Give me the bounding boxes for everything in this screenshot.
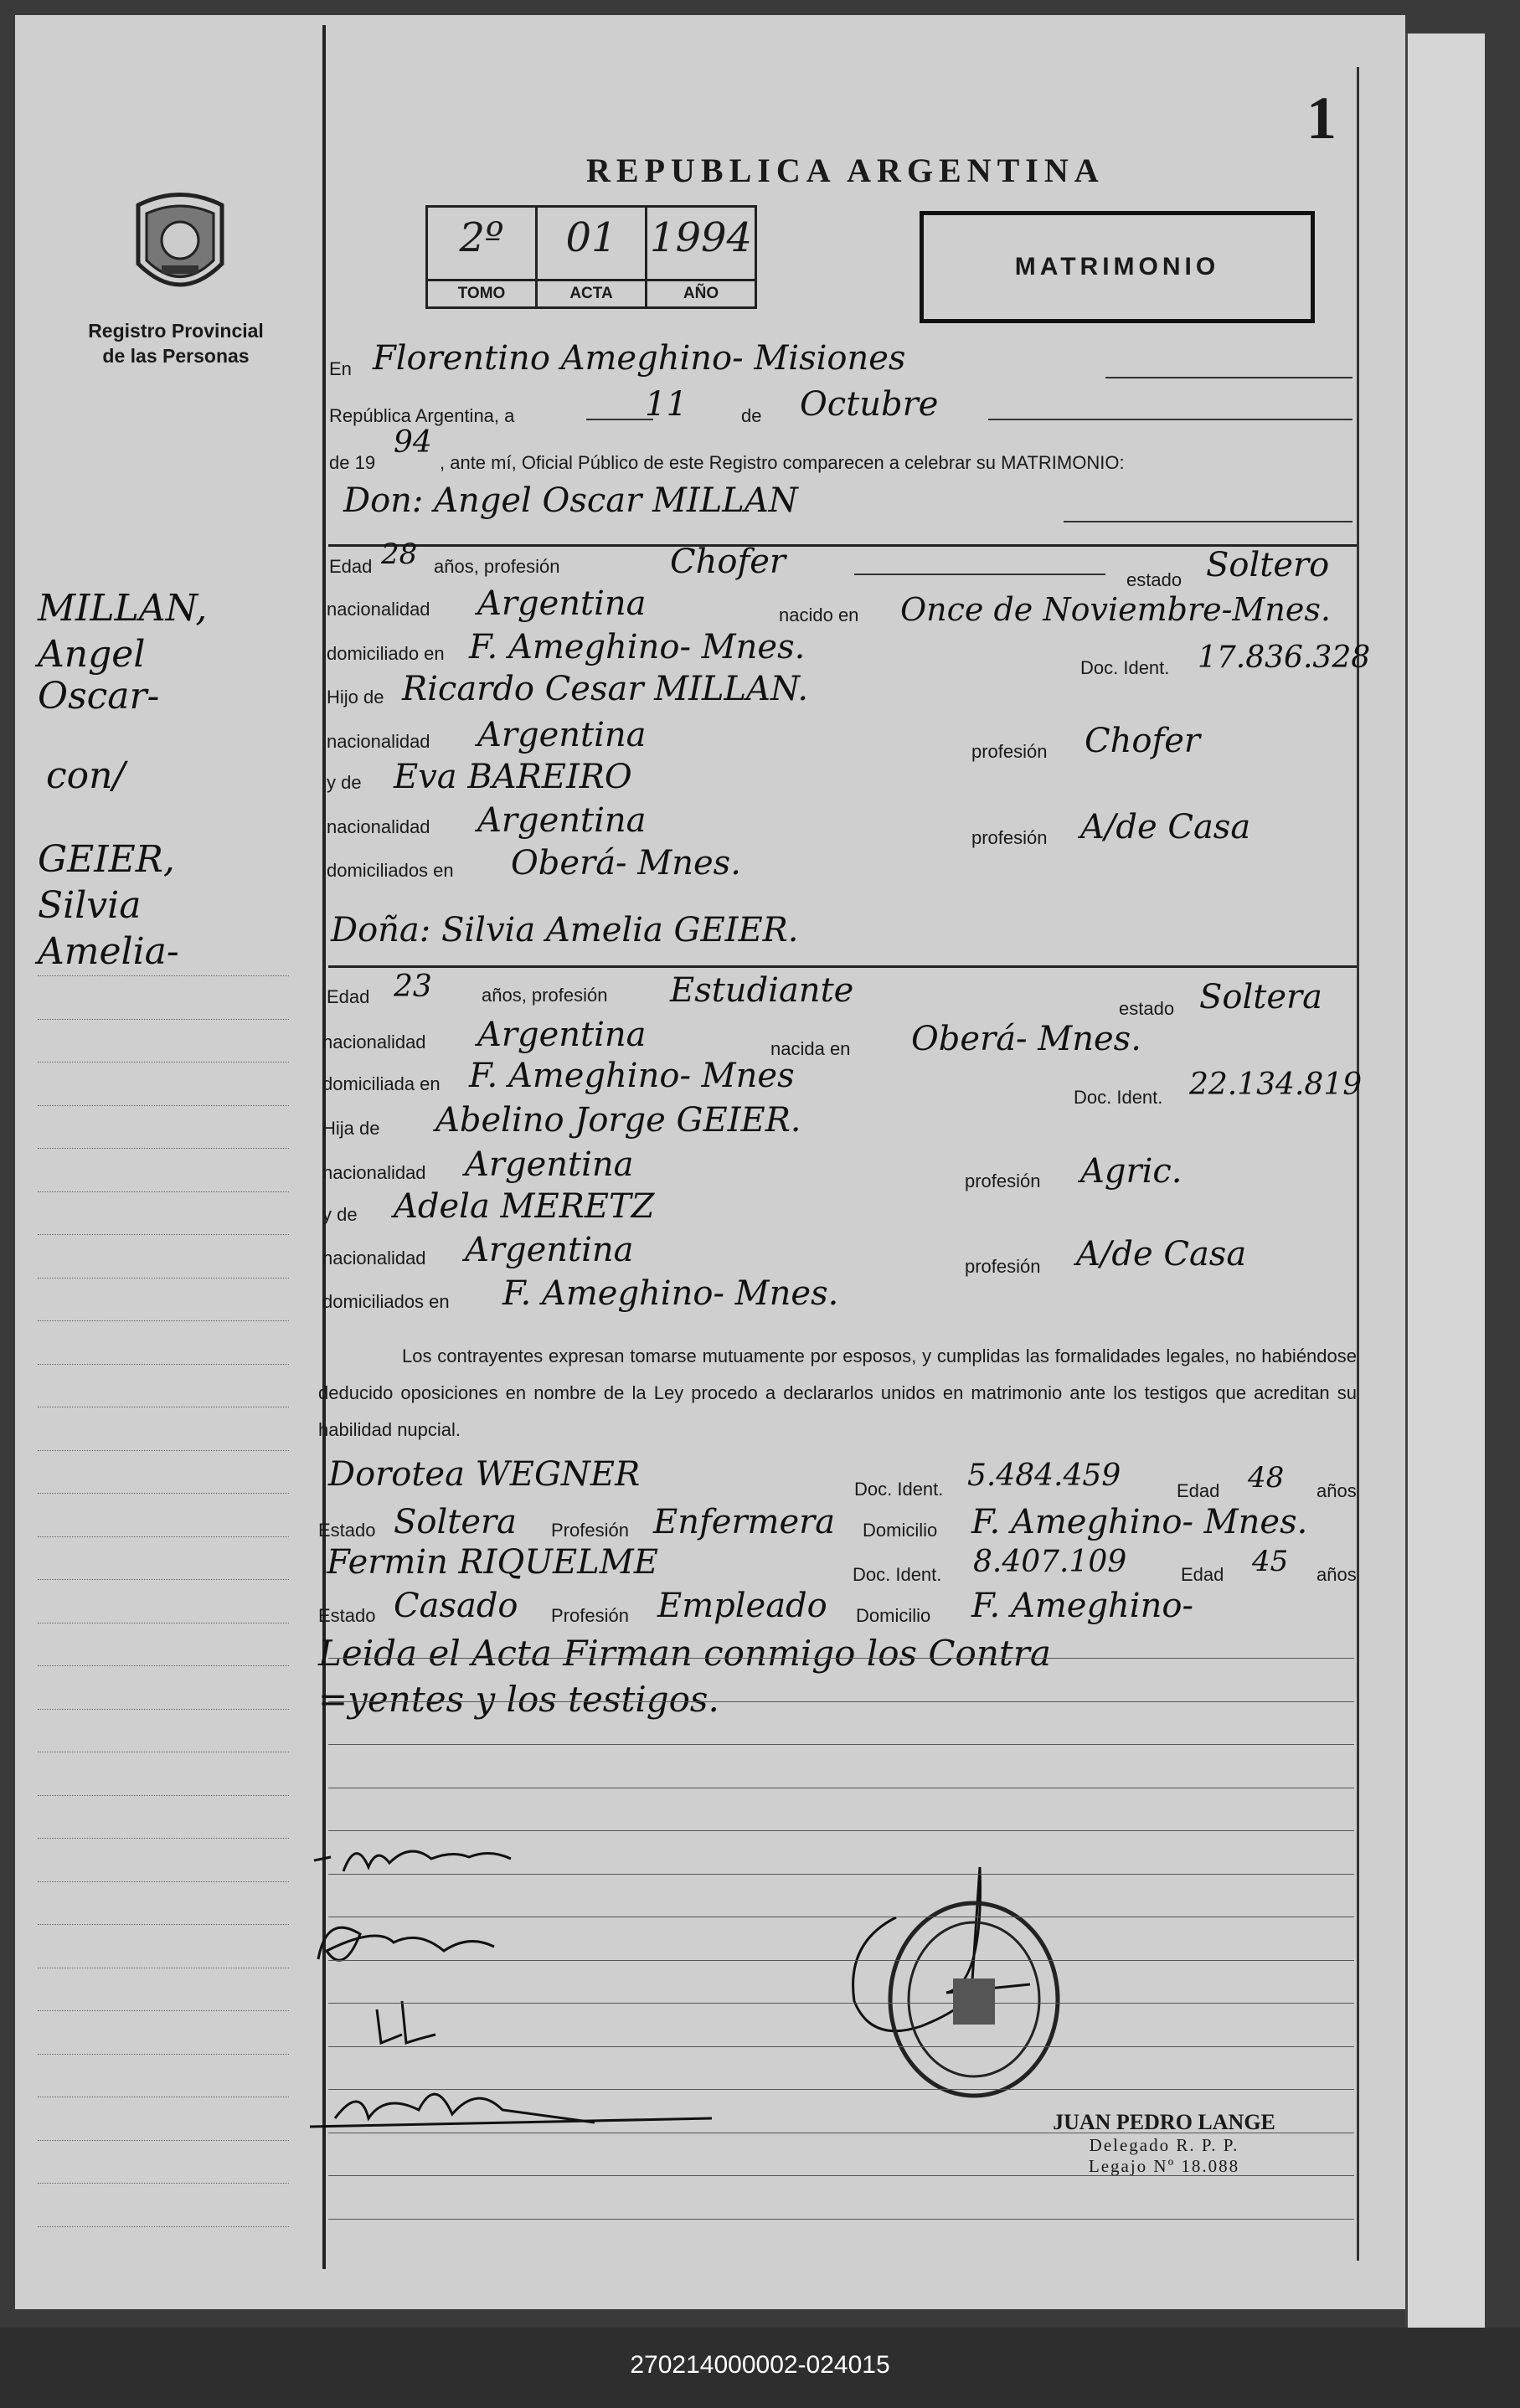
groom-status: Soltero [1206, 546, 1330, 584]
label-profesion: profesión [965, 1171, 1041, 1191]
tomo-cell [428, 208, 538, 306]
year-value: 94 [394, 425, 432, 460]
margin-rule [38, 1191, 289, 1192]
label-profesion: años, profesión [434, 556, 560, 577]
label-edad: Edad [327, 986, 370, 1007]
groom-father-profession: Chofer [1085, 722, 1201, 760]
body-rule [328, 1874, 1354, 1875]
label-edad: Edad [329, 556, 373, 577]
margin-rule [38, 1450, 289, 1451]
bride-age: 23 [394, 970, 432, 1004]
label-de: de [741, 405, 762, 426]
body-rule [328, 2089, 1354, 2090]
margin-bride-first: Silvia [38, 884, 142, 927]
footer-code: 270214000002-024015 [630, 2351, 890, 2379]
provincial-seal-icon [121, 188, 239, 306]
body-rule [328, 1960, 1354, 1961]
label-yde: y de [327, 772, 362, 793]
witness1-status: Soltera [394, 1503, 517, 1541]
margin-rule [38, 1019, 289, 1020]
page-edge [1405, 33, 1485, 2328]
registry-label: Registro Provincial de las Personas [88, 320, 264, 367]
label-nacionalidad: nacionalidad [322, 1162, 426, 1183]
fill-line [854, 574, 1105, 575]
bride-name: Doña: Silvia Amelia GEIER. [331, 911, 799, 949]
label-nacionalidad: nacionalidad [327, 816, 430, 837]
anio-value: 1994 [649, 214, 753, 261]
officer-name: JUAN PEDRO LANGE [1053, 2110, 1275, 2134]
margin-rule [38, 2054, 289, 2055]
section-separator [328, 965, 1357, 968]
bride-parents-address: F. Ameghino- Mnes. [502, 1274, 839, 1313]
margin-rule [38, 1062, 289, 1063]
closing-line-1: Leida el Acta Firman conmigo los Contra [318, 1633, 1051, 1674]
groom-father: Ricardo Cesar MILLAN. [402, 670, 809, 708]
witness1-name: Dorotea WEGNER [328, 1455, 641, 1494]
month-value: Octubre [800, 385, 939, 424]
label-republica: República Argentina, a [329, 405, 515, 426]
body-rule [328, 2003, 1354, 2004]
declaration-text: Los contrayentes expresan tomarse mutuamente por esposos, y cumplidas las formalidades legales, no habiéndose deducido oposiciones en nombre de la Ley procedo a declararlos unidos en matrimonio ante los testigos que acreditan su habilidad nupcial. [318, 1345, 1357, 1440]
witness2-age: 45 [1252, 1545, 1289, 1578]
label-doc: Doc. Ident. [853, 1564, 942, 1585]
record-type: MATRIMONIO [920, 211, 1315, 323]
margin-rule [38, 1838, 289, 1839]
label-intro: , ante mí, Oficial Público de este Registro comparecen a celebrar su MATRIMONIO: [440, 452, 1125, 473]
page-title: REPUBLICA ARGENTINA [586, 152, 1105, 189]
bride-profession: Estudiante [670, 971, 854, 1010]
witness2-status: Casado [394, 1587, 518, 1625]
margin-rule [38, 1320, 289, 1321]
label-profesion: Profesión [551, 1520, 629, 1541]
margin-rule [38, 2140, 289, 2141]
section-separator [328, 544, 1357, 547]
margin-rule [38, 1579, 289, 1580]
groom-mother: Eva BAREIRO [394, 758, 632, 796]
margin-groom-surname: MILLAN, [38, 587, 208, 630]
margin-rule [38, 1278, 289, 1279]
bride-nationality: Argentina [477, 1016, 647, 1054]
groom-nationality: Argentina [477, 584, 647, 623]
label-estado: estado [1126, 569, 1183, 590]
groom-parents-address: Oberá- Mnes. [511, 844, 741, 882]
witness1-profession: Enfermera [653, 1503, 836, 1541]
page-number: 1 [1306, 85, 1337, 152]
acta-value: 01 [565, 214, 617, 261]
margin-rule [38, 2226, 289, 2227]
label-doc: Doc. Ident. [1074, 1087, 1163, 1108]
body-rule [328, 1744, 1354, 1745]
bride-father-nationality: Argentina [465, 1145, 634, 1184]
label-edad: Edad [1177, 1480, 1220, 1501]
margin-bride-surname: GEIER, [38, 838, 175, 881]
margin-rule [38, 1881, 289, 1882]
groom-father-nationality: Argentina [477, 716, 647, 754]
bride-address: F. Ameghino- Mnes [469, 1057, 795, 1095]
witness1-address: F. Ameghino- Mnes. [971, 1503, 1308, 1541]
label-en: En [329, 358, 352, 379]
groom-birthplace: Once de Noviembre-Mnes. [900, 591, 1331, 628]
groom-name: Don: Angel Oscar MILLAN [343, 481, 798, 520]
label-nacionalidad: nacionalidad [322, 1248, 426, 1268]
label-profesion: profesión [965, 1256, 1041, 1277]
bride-mother-nationality: Argentina [465, 1231, 634, 1269]
acta-label: ACTA [538, 279, 645, 306]
tomo-label: TOMO [428, 279, 535, 306]
witness1-doc: 5.484.459 [967, 1459, 1121, 1493]
groom-mother-profession: A/de Casa [1080, 808, 1251, 846]
margin-rule [38, 2183, 289, 2184]
margin-rule [38, 1665, 289, 1666]
label-year-prefix: de 19 [329, 452, 376, 473]
label-domiciliados: domiciliados en [327, 860, 454, 881]
bride-mother: Adela MERETZ [394, 1187, 655, 1226]
label-nacionalidad: nacionalidad [327, 731, 430, 752]
margin-groom-first: Angel [38, 633, 146, 676]
label-anios: años [1316, 1480, 1357, 1501]
margin-rule [38, 1536, 289, 1537]
fill-line [1105, 377, 1353, 378]
witness1-age: 48 [1248, 1461, 1285, 1495]
label-yde: y de [322, 1204, 358, 1225]
fill-line [988, 419, 1353, 420]
bride-doc: 22.134.819 [1189, 1068, 1363, 1102]
margin-rule [38, 2010, 289, 2011]
margin-rule [38, 1148, 289, 1149]
official-stamp-icon [886, 1899, 1062, 2100]
closing-line-2: =yentes y los testigos. [318, 1679, 719, 1720]
officer-block [1038, 2110, 1290, 2177]
margin-rule [38, 1493, 289, 1494]
acta-cell [538, 208, 647, 306]
groom-mother-nationality: Argentina [477, 801, 647, 840]
label-profesion: Profesión [551, 1605, 629, 1626]
margin-con: con/ [46, 754, 126, 797]
officer-legajo: Legajo Nº 18.088 [1088, 2156, 1240, 2176]
tomo-value: 2º [459, 214, 504, 261]
fill-line [1064, 521, 1353, 522]
margin-rule [38, 975, 289, 976]
body-rule [328, 1701, 1354, 1702]
fill-line [586, 419, 653, 420]
bride-father-profession: Agric. [1080, 1152, 1183, 1191]
label-nacida: nacida en [770, 1038, 851, 1059]
label-estado: estado [1119, 998, 1175, 1019]
bride-father: Abelino Jorge GEIER. [435, 1101, 801, 1140]
margin-bride-second: Amelia- [38, 930, 179, 973]
label-edad: Edad [1181, 1564, 1224, 1585]
witness2-profession: Empleado [657, 1587, 827, 1625]
label-doc: Doc. Ident. [1080, 657, 1170, 678]
label-nacionalidad: nacionalidad [327, 599, 430, 620]
margin-rule [38, 1364, 289, 1365]
margin-rule [38, 1924, 289, 1925]
label-profesion: profesión [971, 741, 1048, 762]
body-rule [328, 2175, 1354, 2176]
label-nacionalidad: nacionalidad [322, 1032, 426, 1052]
groom-doc: 17.836.328 [1198, 641, 1371, 675]
label-hijo: Hijo de [327, 687, 384, 707]
anio-cell [647, 208, 755, 306]
groom-address: F. Ameghino- Mnes. [469, 628, 806, 666]
label-doc: Doc. Ident. [854, 1479, 944, 1500]
body-rule [328, 2219, 1354, 2220]
label-profesion: años, profesión [482, 985, 608, 1006]
label-anios: años [1316, 1564, 1357, 1585]
bride-mother-profession: A/de Casa [1076, 1235, 1247, 1273]
label-domicilio: Domicilio [856, 1605, 931, 1626]
body-rule [328, 2046, 1354, 2047]
label-domicilio: Domicilio [863, 1520, 938, 1541]
anio-label: AÑO [647, 279, 755, 306]
margin-rule [38, 1105, 289, 1106]
label-domiciliados: domiciliados en [322, 1291, 450, 1312]
label-estado: Estado [318, 1605, 376, 1626]
body-rule [328, 1830, 1354, 1831]
margin-rule [38, 1234, 289, 1235]
day-value: 11 [645, 385, 688, 424]
margin-rule [38, 1795, 289, 1796]
label-domicilio: domiciliado en [327, 643, 445, 664]
label-profesion: profesión [971, 827, 1048, 848]
label-domicilio: domiciliada en [322, 1073, 441, 1094]
place-value: Florentino Ameghino- Misiones [373, 339, 906, 378]
witness2-name: Fermin RIQUELME [327, 1543, 658, 1582]
bride-birthplace: Oberá- Mnes. [911, 1020, 1141, 1058]
bride-status: Soltera [1199, 978, 1322, 1016]
label-nacido: nacido en [779, 605, 859, 625]
witness2-doc: 8.407.109 [973, 1545, 1127, 1579]
label-estado: Estado [318, 1520, 376, 1541]
witness2-address: F. Ameghino- [971, 1587, 1193, 1625]
margin-rule [38, 1709, 289, 1710]
groom-age: 28 [381, 538, 418, 571]
body-rule [328, 1658, 1354, 1659]
right-border [1357, 67, 1359, 2261]
officer-title: Delegado R. P. P. [1089, 2135, 1239, 2155]
label-hija: Hija de [322, 1118, 380, 1139]
groom-profession: Chofer [670, 543, 786, 581]
margin-groom-second: Oscar- [38, 675, 160, 718]
volume-record-box [425, 205, 757, 309]
